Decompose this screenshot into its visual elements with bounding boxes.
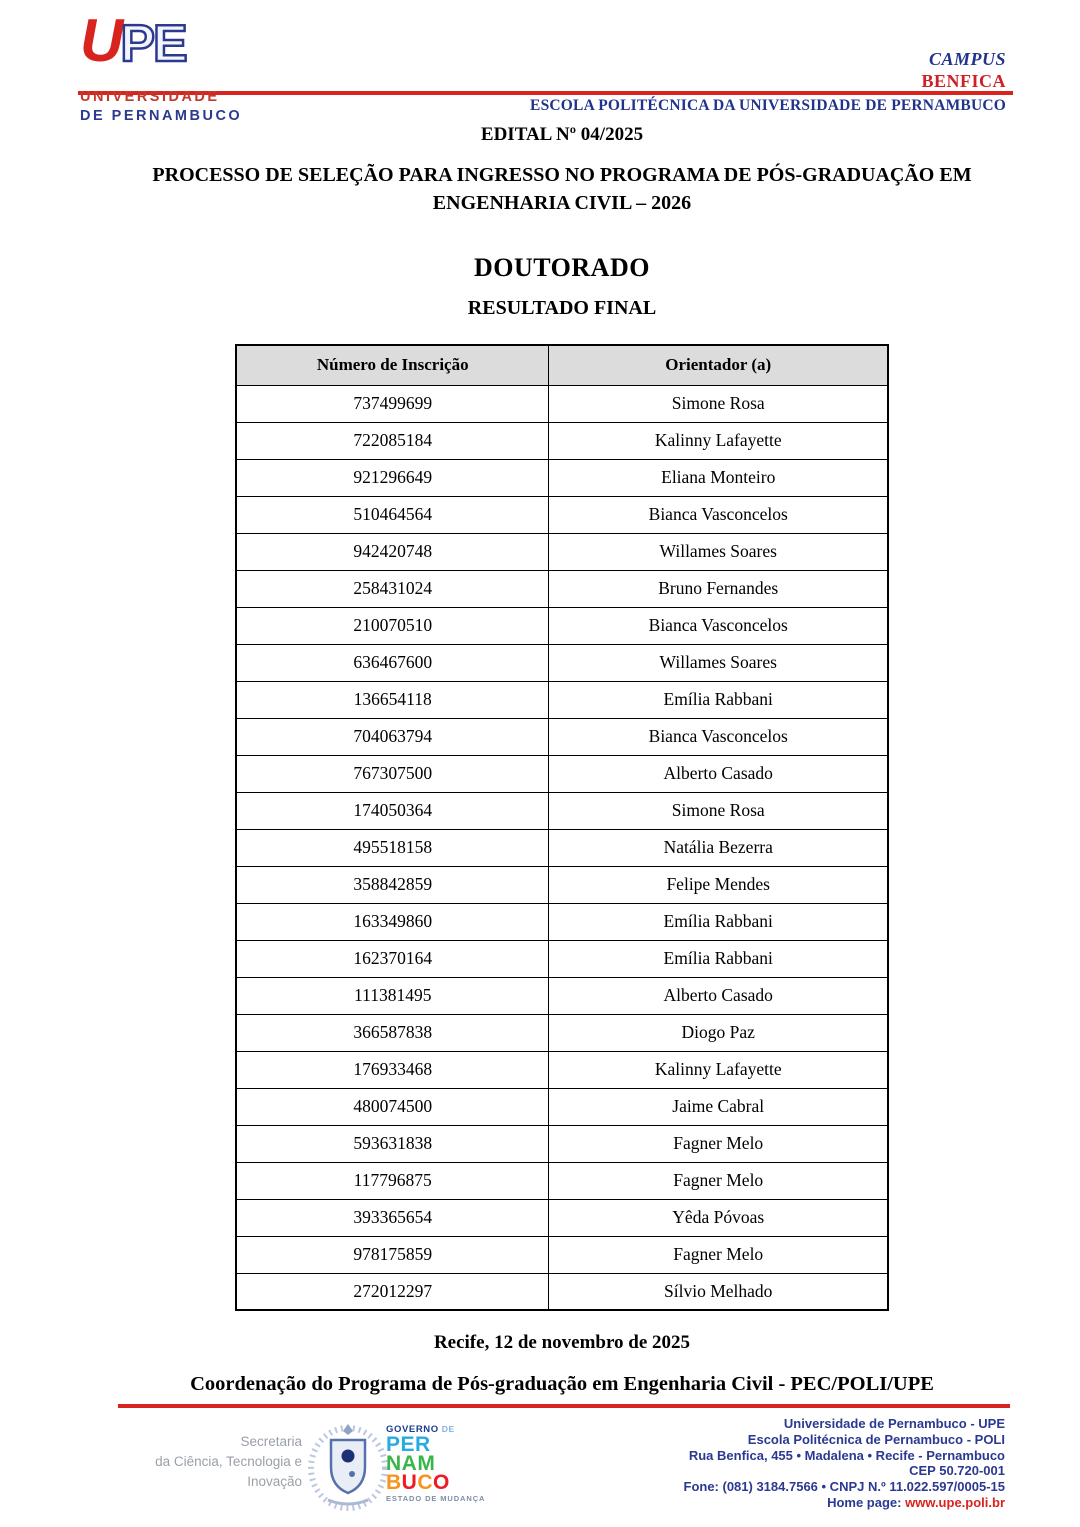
table-row [236,1051,888,1088]
cell-numero-inscricao: 737499699 [236,385,549,422]
table-row [236,1236,888,1273]
cell-numero-inscricao: 176933468 [236,1051,549,1088]
table-row [236,1273,888,1310]
cell-numero-inscricao: 921296649 [236,459,549,496]
upe-logo-de-pernambuco: DE PERNAMBUCO [80,108,243,124]
secretaria-label [130,1432,302,1492]
cell-orientador: Sílvio Melhado [549,1273,888,1310]
column-header-numero: Número de Inscrição [236,345,549,385]
upe-logo-universidade: UNIVERSIDADE [80,89,220,105]
cell-orientador: Willames Soares [549,644,888,681]
table-row [236,496,888,533]
gov-logo-per: PER [386,1433,431,1456]
gov-logo-governo: GOVERNO [386,1424,439,1435]
cell-numero-inscricao: 978175859 [236,1236,549,1273]
cell-orientador: Bianca Vasconcelos [549,718,888,755]
cell-orientador: Diogo Paz [549,1014,888,1051]
cell-numero-inscricao: 111381495 [236,977,549,1014]
cell-orientador: Bruno Fernandes [549,570,888,607]
gov-logo-estado-de-mudanca: ESTADO DE MUDANÇA [386,1494,486,1503]
table-row [236,422,888,459]
cell-orientador: Eliana Monteiro [549,459,888,496]
campus-label: CAMPUS [928,49,1006,69]
cell-orientador: Emília Rabbani [549,681,888,718]
cell-numero-inscricao: 366587838 [236,1014,549,1051]
cell-orientador: Bianca Vasconcelos [549,496,888,533]
cell-numero-inscricao: 162370164 [236,940,549,977]
cell-numero-inscricao: 136654118 [236,681,549,718]
table-row [236,533,888,570]
table-row [236,570,888,607]
footer-address-block [684,1416,1006,1511]
table-row [236,755,888,792]
cell-numero-inscricao: 358842859 [236,866,549,903]
cell-numero-inscricao: 117796875 [236,1162,549,1199]
gov-logo-de: DE [438,1424,455,1434]
cell-orientador: Emília Rabbani [549,940,888,977]
homepage-label: Home page: [827,1494,906,1510]
column-header-orientador: Orientador (a) [549,345,888,385]
cell-numero-inscricao: 593631838 [236,1125,549,1162]
footer-address-line: Rua Benfica, 455 • Madalena • Recife - Pernambuco [688,1447,1005,1463]
homepage-link[interactable]: www.upe.poli.br [905,1494,1005,1510]
cell-numero-inscricao: 636467600 [236,644,549,681]
cell-numero-inscricao: 722085184 [236,422,549,459]
pe-coat-of-arms-icon [306,1418,390,1517]
campus-name: BENFICA [921,71,1006,91]
secretaria-line: Secretaria [240,1434,302,1449]
table-row [236,644,888,681]
gov-logo-nam: NAM [386,1452,436,1475]
upe-logo-letters [80,7,300,86]
cell-orientador: Simone Rosa [549,792,888,829]
cell-orientador: Bianca Vasconcelos [549,607,888,644]
gov-logo-buco-letter: U [401,1471,418,1494]
cell-orientador: Felipe Mendes [549,866,888,903]
cell-orientador: Alberto Casado [549,755,888,792]
signature-line: Coordenação do Programa de Pós-graduação em Engenharia Civil - PEC/POLI/UPE [190,1373,934,1395]
process-title-line1: PROCESSO DE SELEÇÃO PARA INGRESSO NO PROGRAMA DE PÓS-GRADUAÇÃO EM [152,164,972,186]
cell-orientador: Jaime Cabral [549,1088,888,1125]
cell-numero-inscricao: 258431024 [236,570,549,607]
cell-numero-inscricao: 174050364 [236,792,549,829]
cell-orientador: Fagner Melo [549,1125,888,1162]
secretaria-line: da Ciência, Tecnologia e [155,1454,302,1469]
cell-orientador: Kalinny Lafayette [549,422,888,459]
upe-logo-u: U [80,7,121,74]
footer-address-line: Universidade de Pernambuco - UPE [783,1416,1005,1431]
table-row [236,977,888,1014]
process-title-line2: ENGENHARIA CIVIL – 2026 [432,192,692,214]
upe-logo [80,7,300,126]
gov-logo-buco [386,1473,486,1492]
level-title: DOUTORADO [474,253,650,282]
footer-address-line: Fone: (081) 3184.7566 • CNPJ N.º 11.022.597/0005-15 [683,1479,1005,1495]
footer-red-divider [118,1404,1010,1408]
cell-orientador: Alberto Casado [549,977,888,1014]
secretaria-line: Inovação [247,1474,302,1489]
cell-numero-inscricao: 510464564 [236,496,549,533]
cell-orientador: Natália Bezerra [549,829,888,866]
cell-numero-inscricao: 767307500 [236,755,549,792]
table-header-row [236,345,888,385]
table-row [236,1162,888,1199]
table-row [236,1088,888,1125]
footer-address [684,1416,1006,1495]
table-row [236,385,888,422]
table-row [236,903,888,940]
governo-pernambuco-logo [386,1424,486,1503]
cell-orientador: Kalinny Lafayette [549,1051,888,1088]
cell-numero-inscricao: 393365654 [236,1199,549,1236]
result-title: RESULTADO FINAL [467,297,657,319]
footer-address-line: Escola Politécnica de Pernambuco - POLI [747,1431,1005,1447]
cell-numero-inscricao: 495518158 [236,829,549,866]
cell-orientador: Fagner Melo [549,1162,888,1199]
gov-logo-buco-letter: O [433,1471,450,1494]
upe-logo-pe: PE [120,15,186,73]
table-row [236,940,888,977]
cell-numero-inscricao: 942420748 [236,533,549,570]
cell-orientador: Emília Rabbani [549,903,888,940]
table-row [236,866,888,903]
cell-numero-inscricao: 210070510 [236,607,549,644]
footer-homepage-line [684,1495,1006,1511]
cell-numero-inscricao: 272012297 [236,1273,549,1310]
cell-orientador: Simone Rosa [549,385,888,422]
results-table [235,344,889,1311]
results-table-body [236,385,888,1310]
gov-logo-buco-letter: B [386,1471,402,1494]
edital-title: EDITAL Nº 04/2025 [480,124,644,145]
cell-orientador: Yêda Póvoas [549,1199,888,1236]
table-row [236,1125,888,1162]
cell-numero-inscricao: 163349860 [236,903,549,940]
footer-address-line: CEP 50.720-001 [909,1463,1005,1479]
date-line: Recife, 12 de novembro de 2025 [433,1332,691,1353]
process-title [84,161,1040,217]
table-row [236,459,888,496]
cell-orientador: Fagner Melo [549,1236,888,1273]
table-row [236,718,888,755]
table-row [236,607,888,644]
cell-numero-inscricao: 704063794 [236,718,549,755]
table-row [236,681,888,718]
school-name: ESCOLA POLITÉCNICA DA UNIVERSIDADE DE PERNAMBUCO [530,97,1006,114]
table-row [236,792,888,829]
table-row [236,1014,888,1051]
cell-numero-inscricao: 480074500 [236,1088,549,1125]
table-row [236,1199,888,1236]
cell-orientador: Willames Soares [549,533,888,570]
gov-logo-buco-letter: C [417,1471,434,1494]
table-row [236,829,888,866]
